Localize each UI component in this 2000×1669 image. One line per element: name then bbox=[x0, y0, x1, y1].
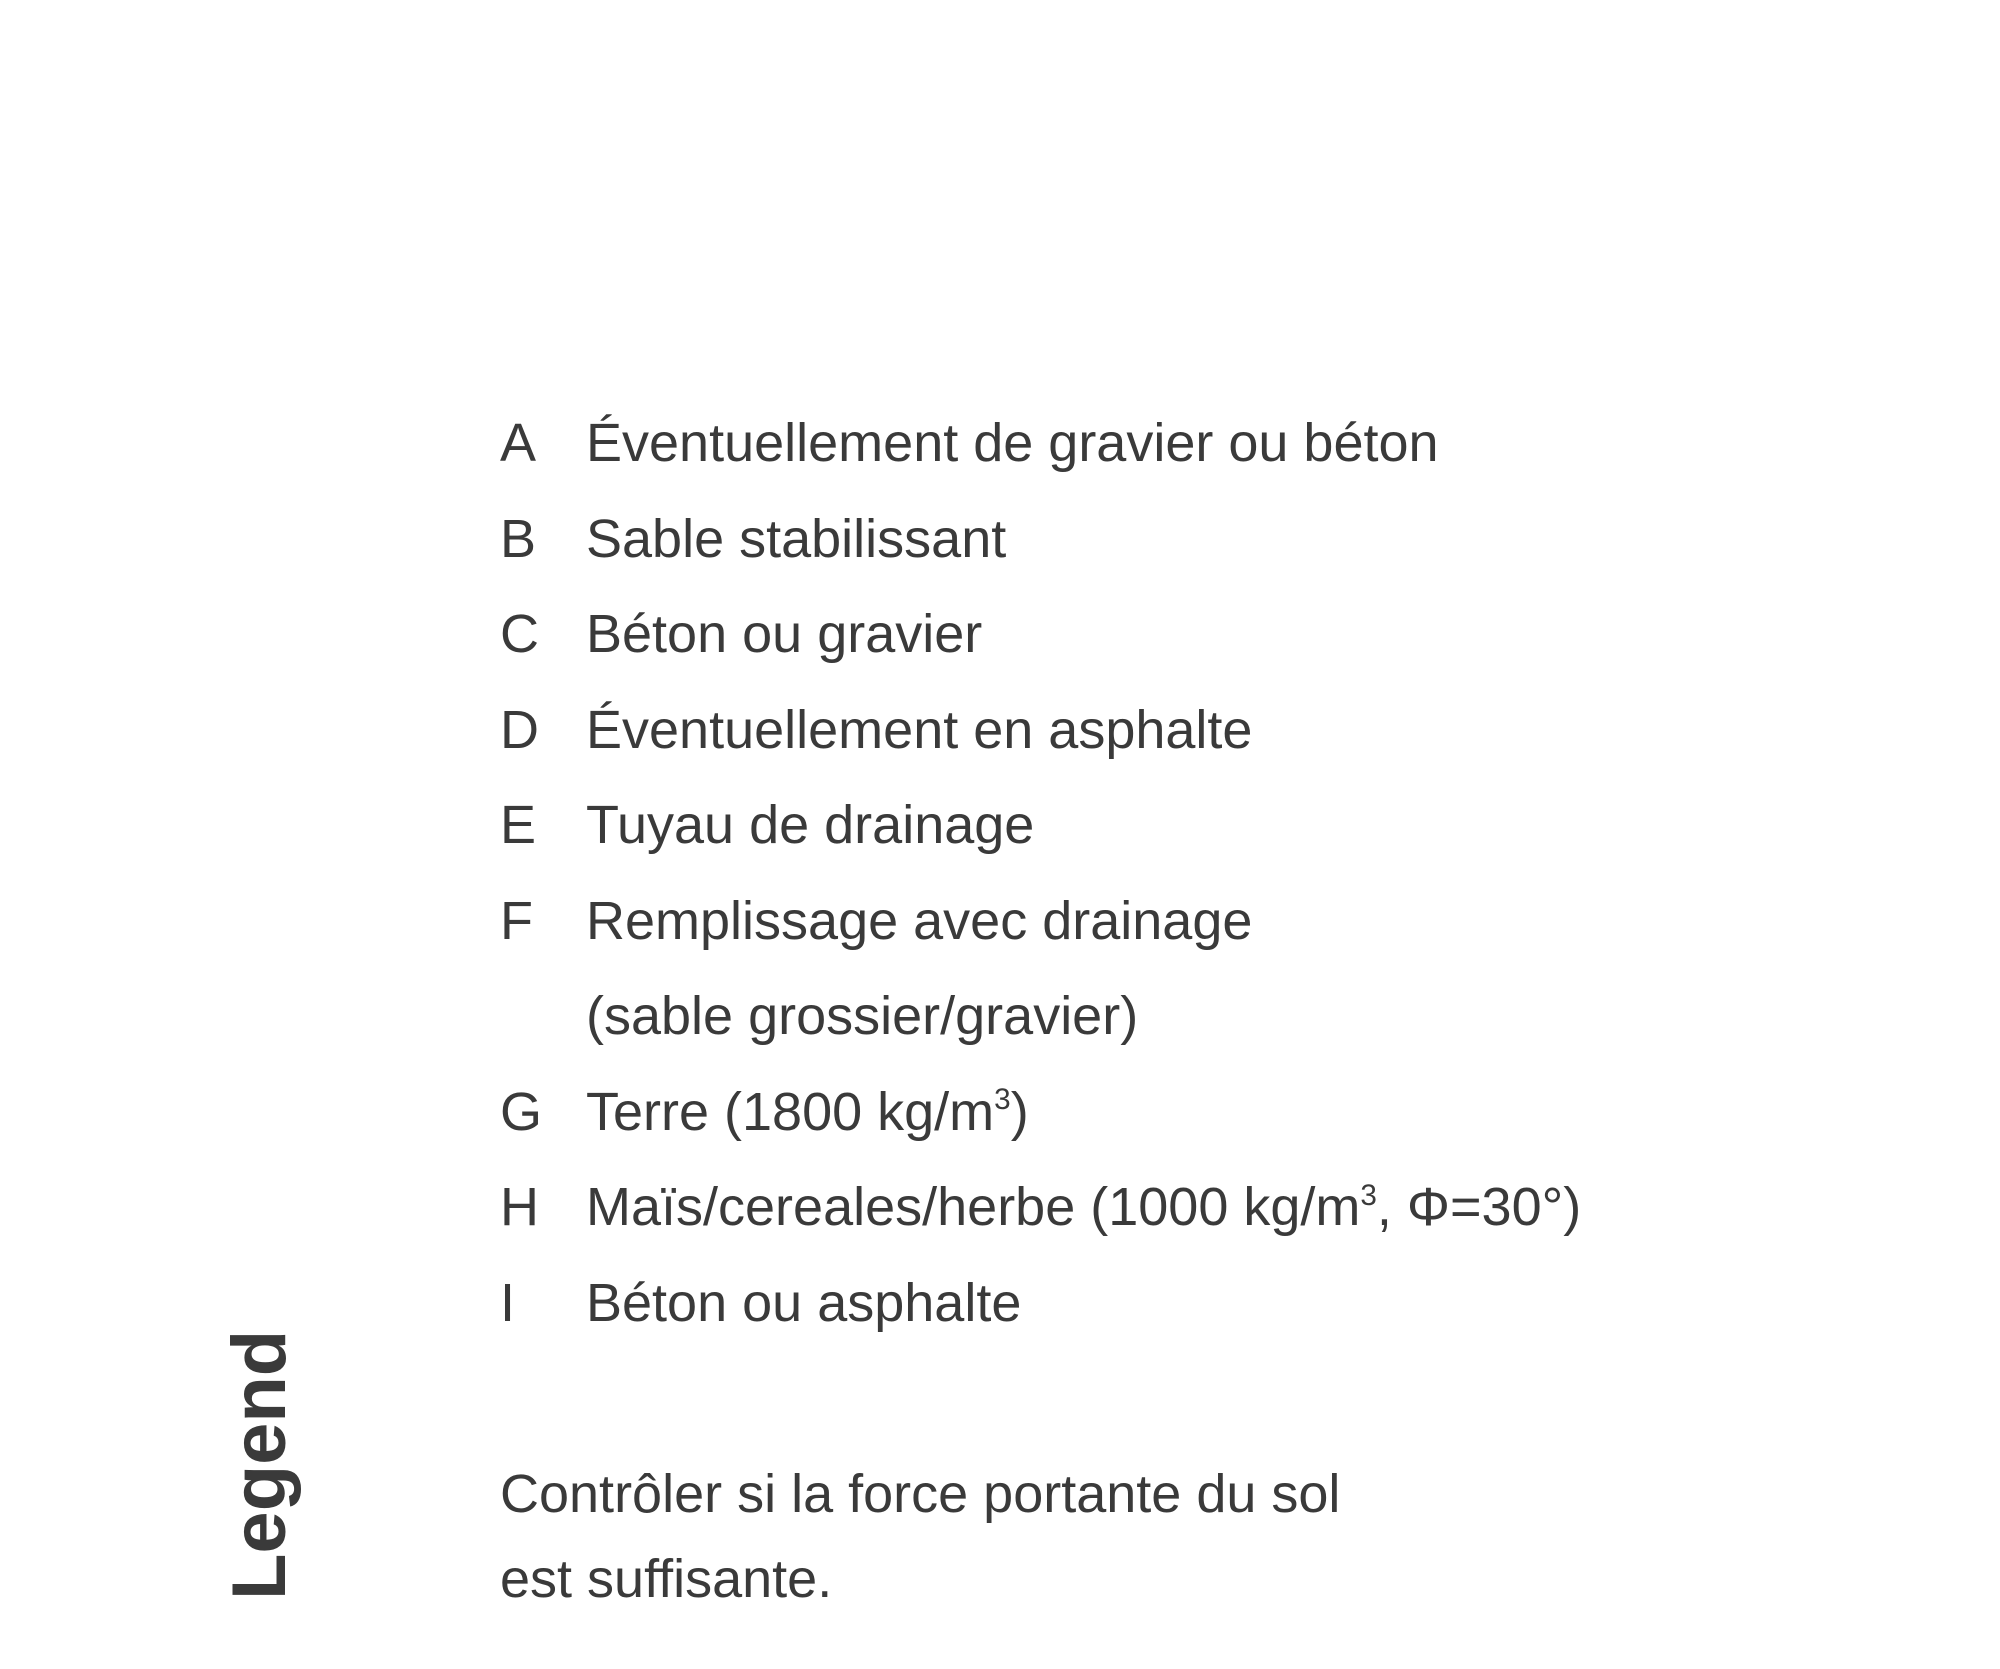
legend-item-text: Béton ou gravier bbox=[586, 604, 983, 664]
legend-item-f-continuation bbox=[500, 969, 1581, 1065]
legend-item-letter: H bbox=[500, 1177, 539, 1237]
legend-item-letter: F bbox=[500, 890, 533, 951]
legend-item-text: Éventuellement de gravier ou béton bbox=[586, 413, 1439, 473]
legend-item-letter: A bbox=[500, 413, 537, 473]
legend-title: Legend bbox=[217, 1329, 302, 1600]
legend-item-text: (sable grossier/gravier) bbox=[586, 986, 1139, 1046]
note-line-1: Contrôler si la force portante du sol bbox=[500, 1464, 1341, 1524]
bearing-capacity-note bbox=[500, 1452, 1340, 1622]
legend-item-text-main: Terre (1800 kg/m bbox=[586, 1081, 995, 1142]
legend-item-d bbox=[500, 683, 1581, 779]
legend-item-a bbox=[500, 396, 1581, 492]
legend-item-letter: G bbox=[500, 1081, 543, 1142]
legend-item-letter: E bbox=[500, 795, 537, 855]
legend-item-c bbox=[500, 587, 1581, 683]
legend-item-i bbox=[500, 1256, 1581, 1352]
legend-item-g bbox=[500, 1065, 1581, 1161]
legend-item-text-tail: , Φ=30°) bbox=[1376, 1177, 1582, 1237]
legend-list bbox=[500, 396, 1581, 1351]
superscript-exponent: 3 bbox=[1360, 1178, 1377, 1212]
legend-item-text: Tuyau de drainage bbox=[586, 795, 1035, 855]
legend-item-letter: B bbox=[500, 508, 537, 569]
legend-item-letter: D bbox=[500, 699, 539, 760]
legend-item-letter: I bbox=[500, 1272, 516, 1333]
legend-item-e bbox=[500, 778, 1581, 874]
legend-item-text-main: Maïs/cereales/herbe (1000 kg/m bbox=[586, 1177, 1361, 1237]
legend-item-text: Béton ou asphalte bbox=[586, 1272, 1022, 1333]
legend-item-text bbox=[586, 1065, 1029, 1161]
legend-item-text: Éventuellement en asphalte bbox=[586, 699, 1253, 760]
legend-item-text bbox=[586, 1160, 1581, 1256]
superscript-exponent: 3 bbox=[994, 1083, 1011, 1117]
legend-item-f bbox=[500, 874, 1581, 970]
legend-item-text-tail: ) bbox=[1010, 1081, 1029, 1142]
legend-item-text: Sable stabilissant bbox=[586, 508, 1007, 569]
legend-item-text: Remplissage avec drainage bbox=[586, 890, 1253, 951]
note-line-2: est suffisante. bbox=[500, 1549, 833, 1609]
legend-item-letter: C bbox=[500, 604, 539, 664]
legend-item-b bbox=[500, 492, 1581, 588]
legend-item-h bbox=[500, 1160, 1581, 1256]
